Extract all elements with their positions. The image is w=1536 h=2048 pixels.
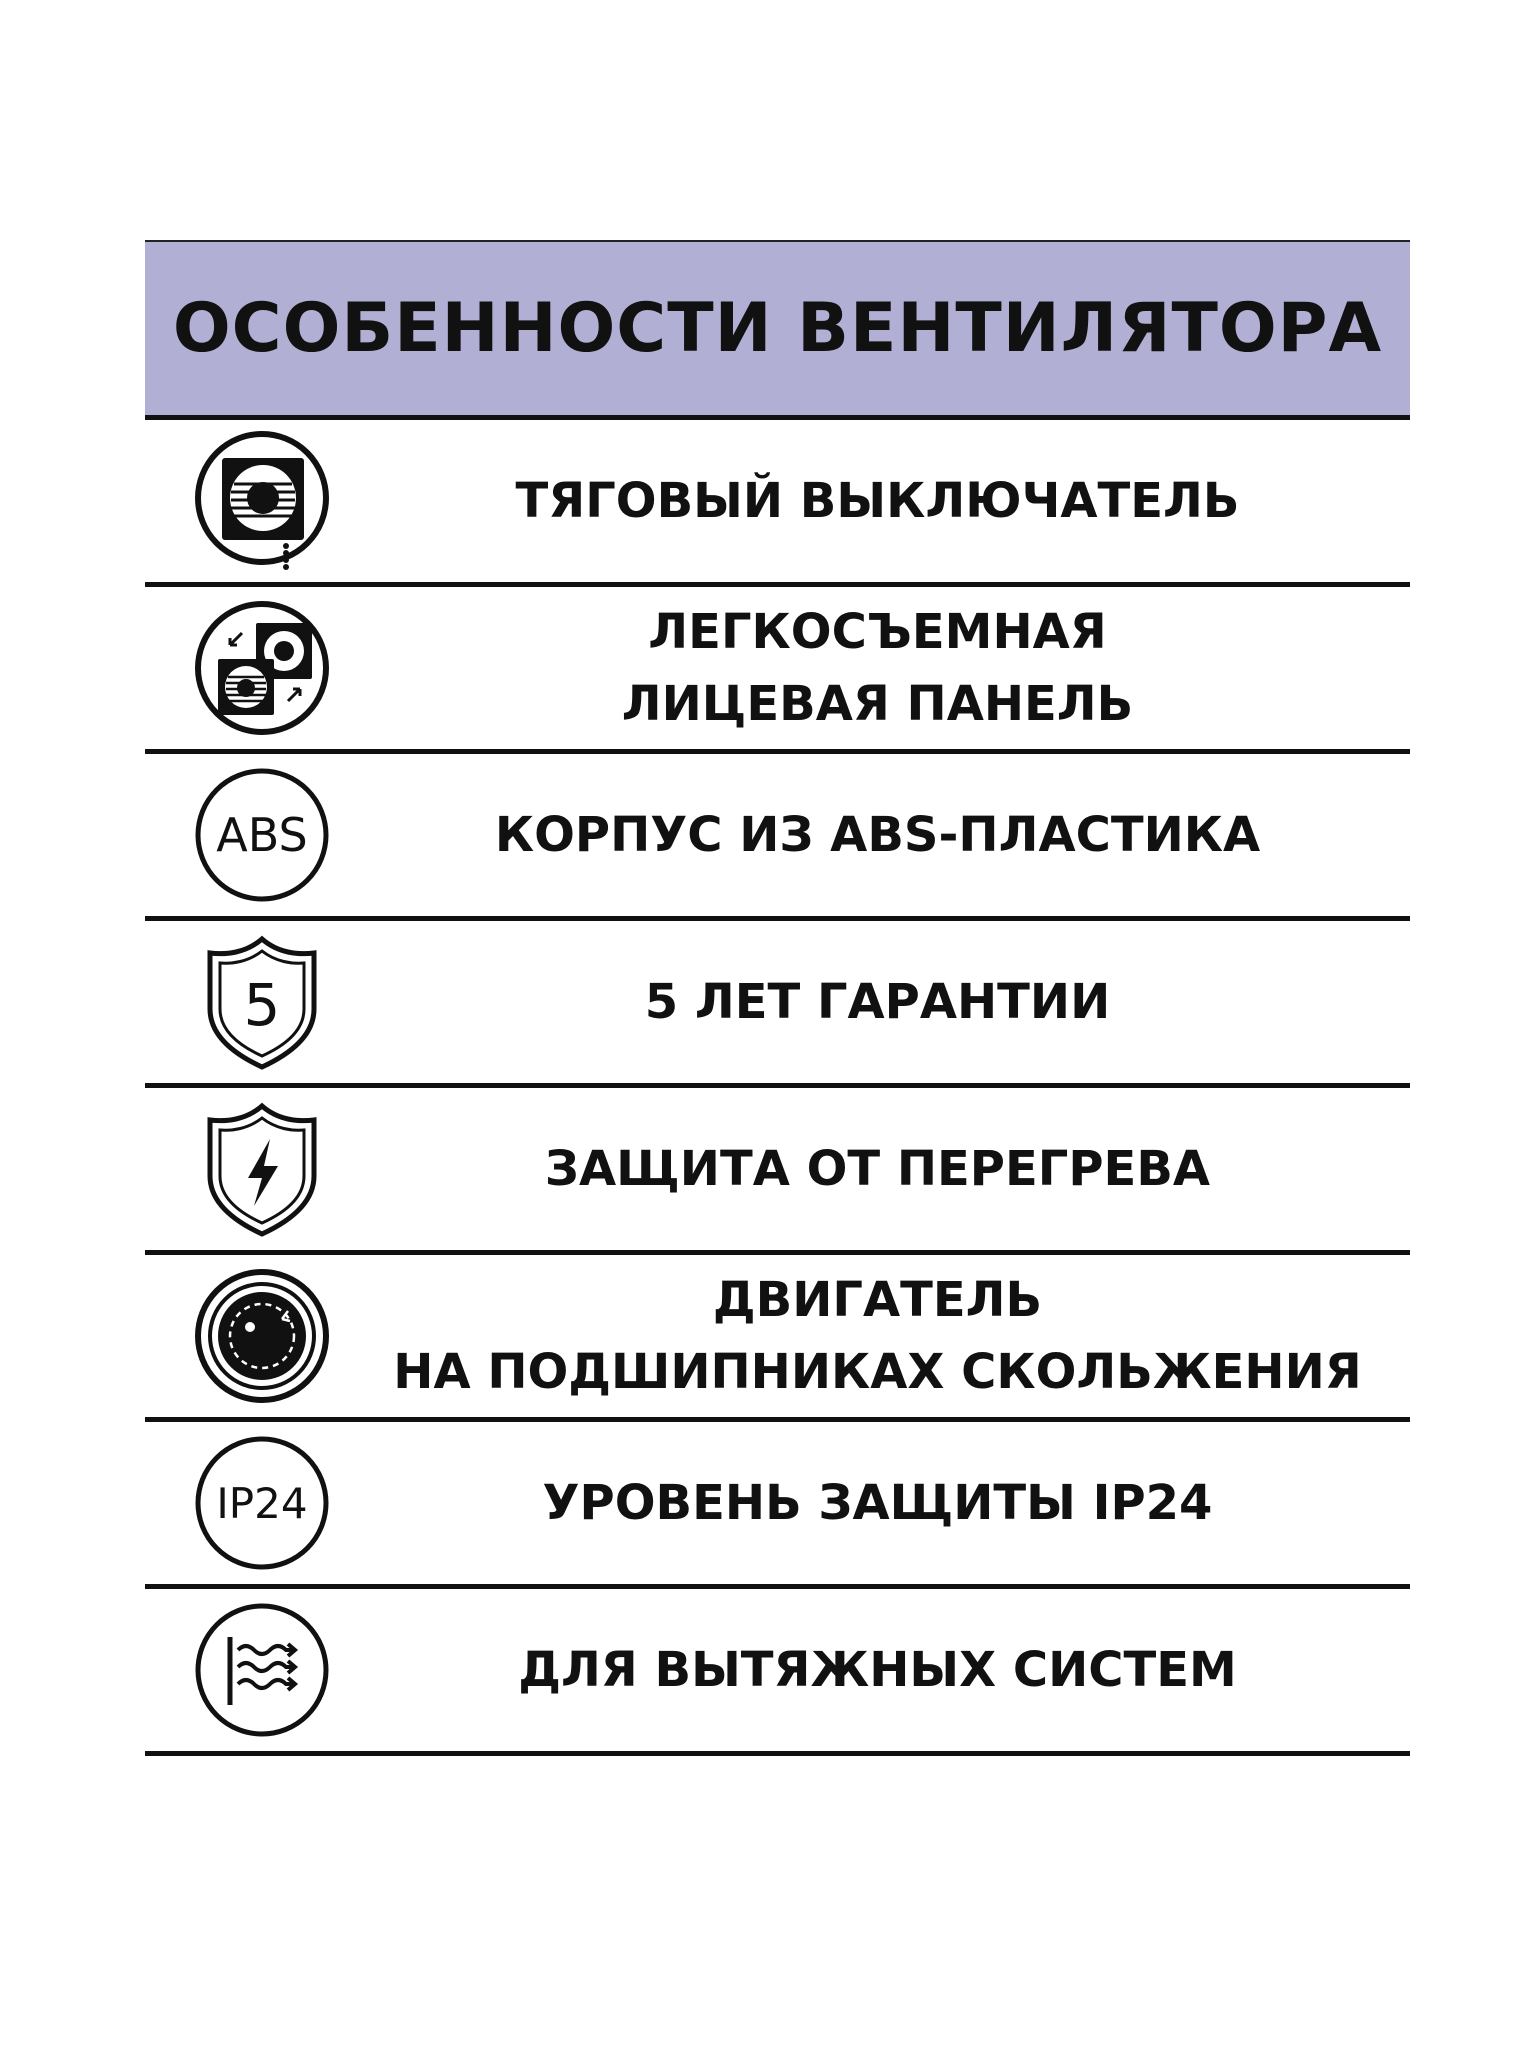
removable-panel-icon	[190, 593, 340, 743]
feature-label: ТЯГОВЫЙ ВЫКЛЮЧАТЕЛЬ	[515, 473, 1240, 529]
feature-label: ДЛЯ ВЫТЯЖНЫХ СИСТЕМ	[518, 1642, 1237, 1698]
ip24-icon	[190, 1428, 340, 1578]
feature-row	[145, 420, 1410, 587]
feature-label: ЛЕГКОСЪЕМНАЯ	[648, 604, 1107, 660]
ip24-icon-text: IP24	[216, 1479, 308, 1528]
airflow-icon	[190, 1595, 340, 1745]
feature-label: НА ПОДШИПНИКАХ СКОЛЬЖЕНИЯ	[393, 1344, 1362, 1400]
feature-row	[145, 754, 1410, 921]
pull-cord-fan-icon	[190, 426, 340, 576]
feature-label: ЛИЦЕВАЯ ПАНЕЛЬ	[621, 676, 1134, 732]
features-card	[145, 240, 1410, 1756]
feature-row	[145, 587, 1410, 754]
warranty-shield-number: 5	[243, 971, 281, 1039]
feature-row	[145, 1589, 1410, 1756]
feature-label: КОРПУС ИЗ ABS-ПЛАСТИКА	[494, 807, 1261, 863]
feature-row	[145, 921, 1410, 1088]
feature-label: ЗАЩИТА ОТ ПЕРЕГРЕВА	[544, 1141, 1211, 1197]
feature-row	[145, 1255, 1410, 1422]
abs-icon-text: ABS	[216, 808, 308, 862]
lightning-shield-icon	[190, 1094, 340, 1244]
abs-icon	[190, 760, 340, 910]
feature-label: ДВИГАТЕЛЬ	[712, 1272, 1043, 1328]
feature-label: УРОВЕНЬ ЗАЩИТЫ IP24	[542, 1475, 1213, 1531]
feature-row	[145, 1422, 1410, 1589]
feature-label: 5 ЛЕТ ГАРАНТИИ	[644, 974, 1111, 1030]
motor-bearing-icon	[190, 1261, 340, 1411]
warranty-shield-icon	[190, 927, 340, 1077]
feature-row	[145, 1088, 1410, 1255]
page-title: ОСОБЕННОСТИ ВЕНТИЛЯТОРА	[172, 289, 1383, 368]
header-banner	[145, 240, 1410, 420]
